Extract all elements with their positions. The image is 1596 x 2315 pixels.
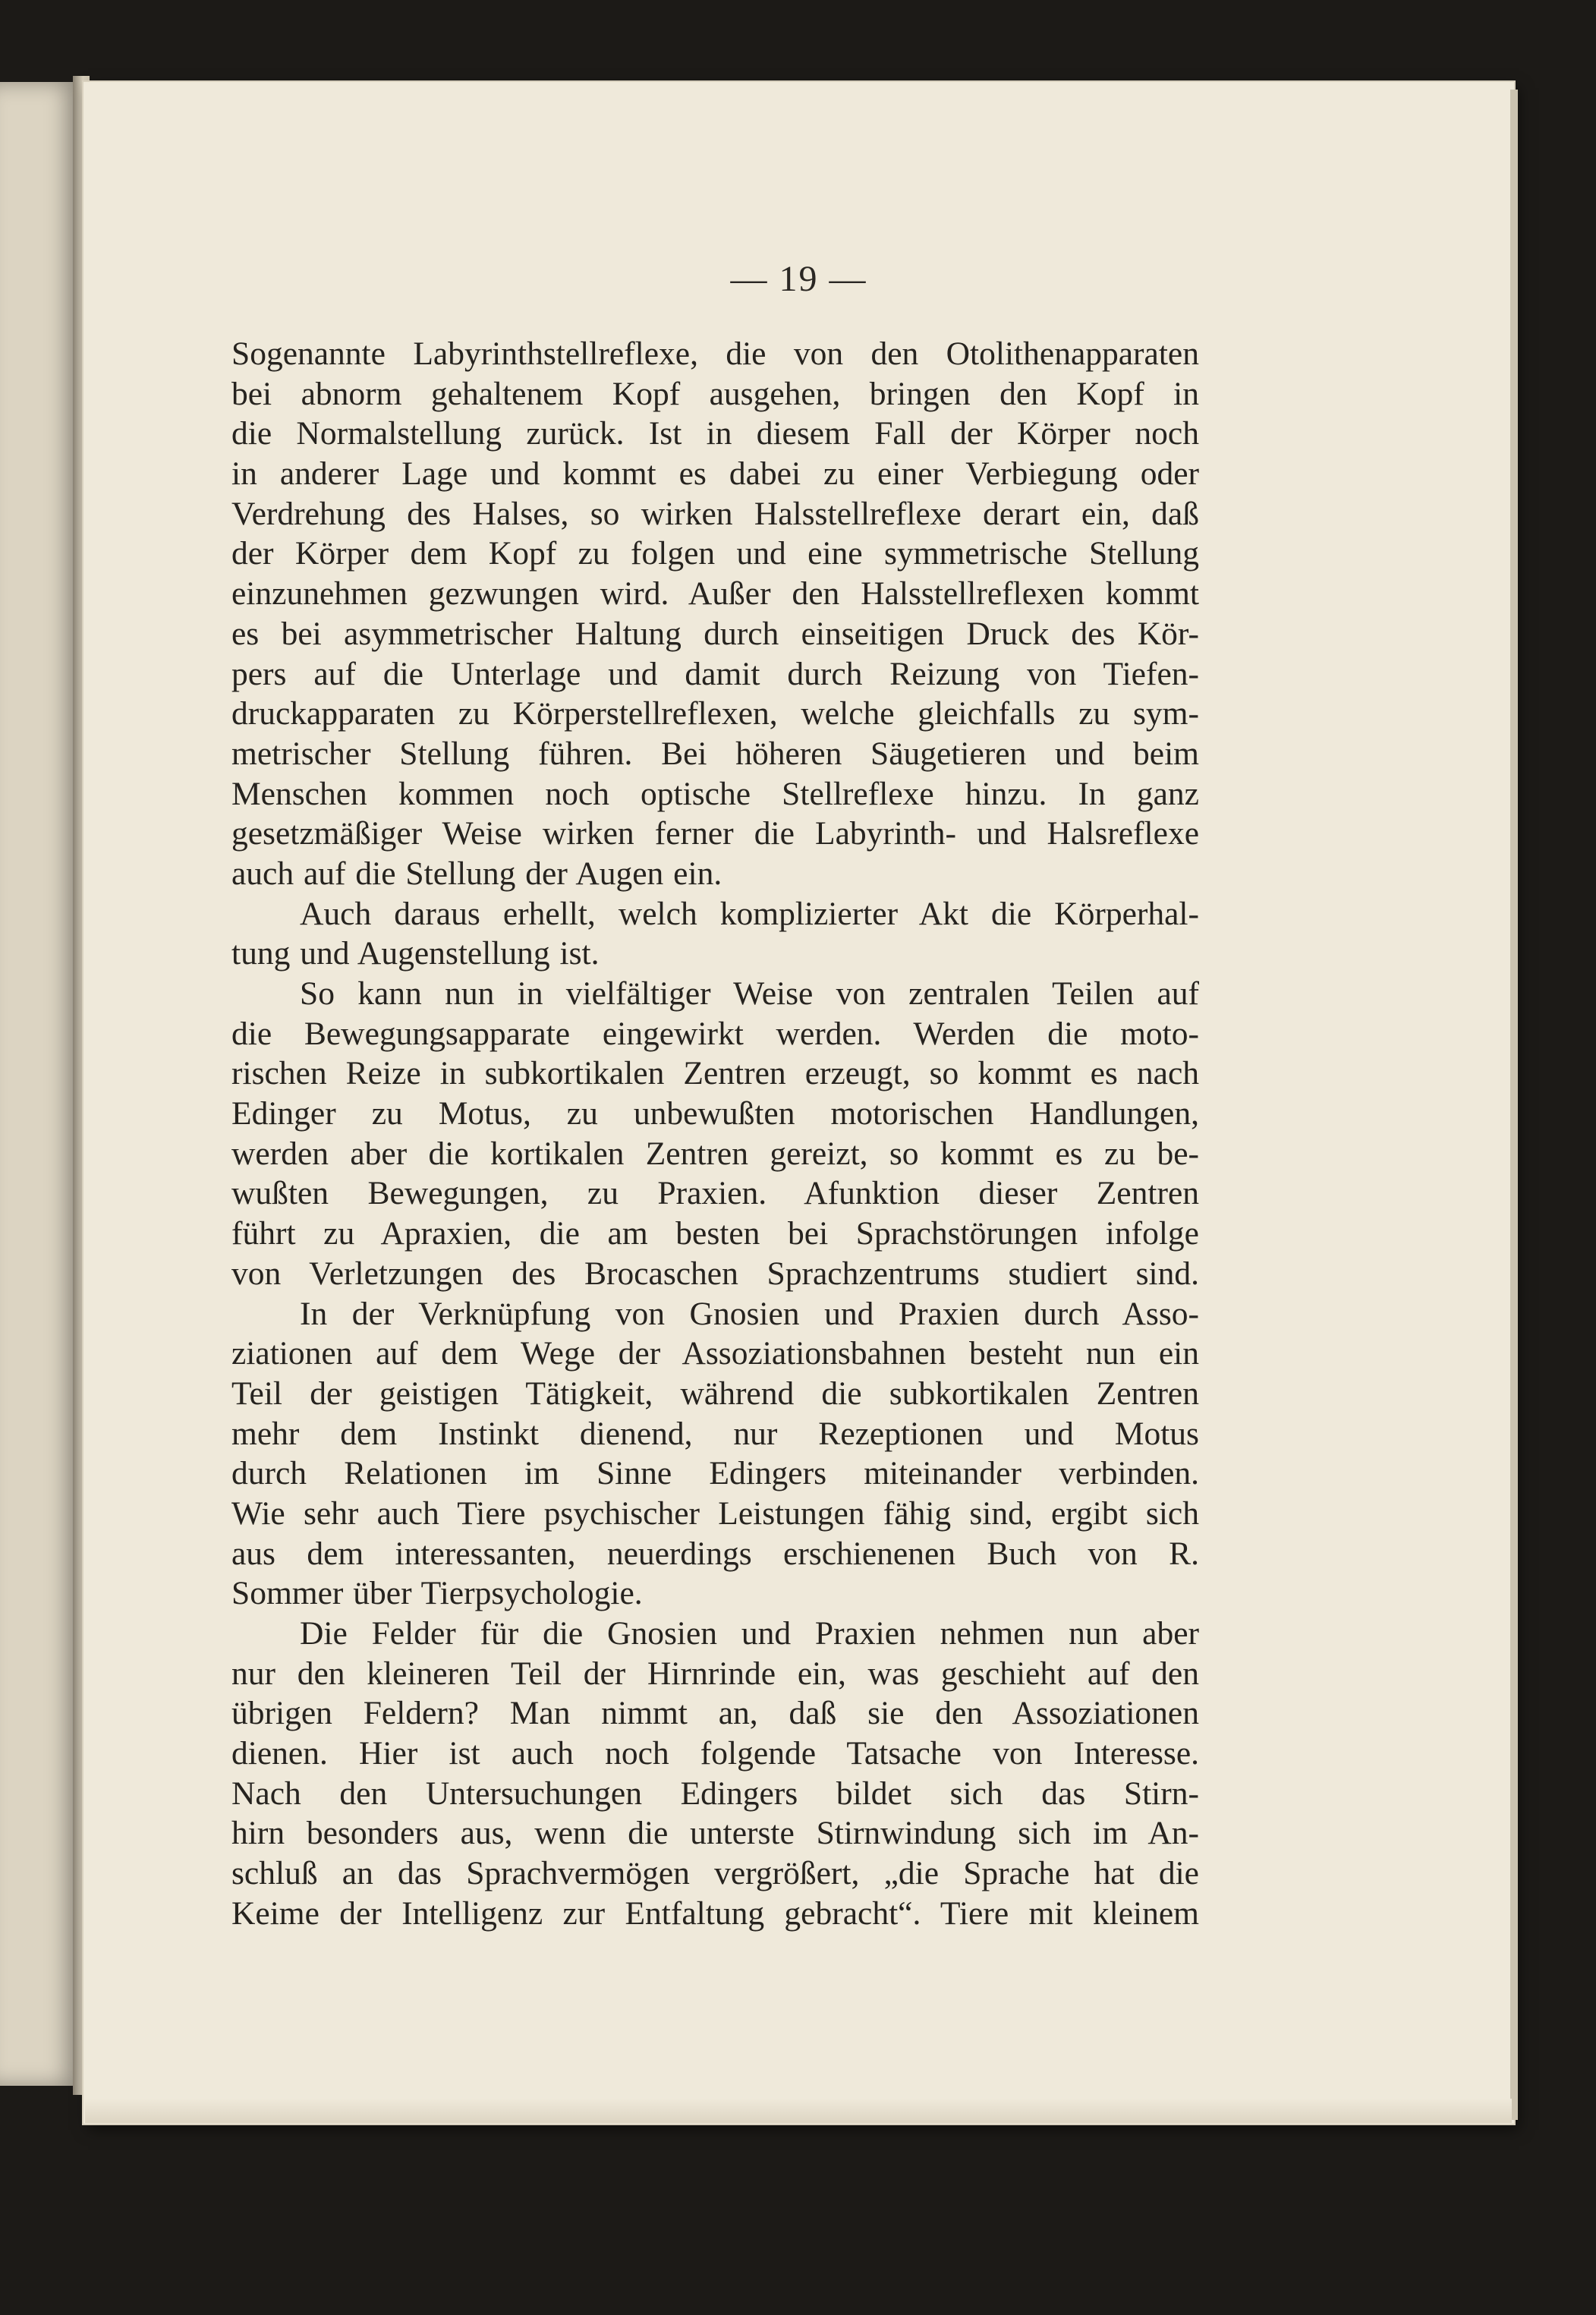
facing-page: [0, 82, 82, 2086]
text-line: druckapparaten zu Körperstellreflexen, welche gleichfalls zu sym-: [231, 695, 1199, 732]
text-line: Verdrehung des Halses, so wirken Halsstellreflexe derart ein, daß: [231, 495, 1199, 532]
text-line: In der Verknüpfung von Gnosien und Praxien durch Asso-: [300, 1295, 1199, 1332]
text-line: von Verletzungen des Brocaschen Sprachzentrums studiert sind.: [231, 1255, 1199, 1292]
text-line: werden aber die kortikalen Zentren gereizt, so kommt es zu be-: [231, 1135, 1199, 1172]
text-line: die Bewegungsapparate eingewirkt werden. Werden die moto-: [231, 1015, 1199, 1052]
page-bottom-edge: [85, 2099, 1512, 2123]
text-line: So kann nun in vielfältiger Weise von zentralen Teilen auf: [300, 975, 1199, 1012]
text-line: Die Felder für die Gnosien und Praxien nehmen nun aber: [300, 1615, 1199, 1652]
text-line: bei abnorm gehaltenem Kopf ausgehen, bringen den Kopf in: [231, 375, 1199, 412]
text-line: pers auf die Unterlage und damit durch Reizung von Tiefen-: [231, 655, 1199, 692]
body-text: [231, 334, 1199, 1934]
text-line: Wie sehr auch Tiere psychischer Leistungen fähig sind, ergibt sich: [231, 1495, 1199, 1532]
text-line: ziationen auf dem Wege der Assoziationsbahnen besteht nun ein: [231, 1335, 1199, 1372]
text-line: tung und Augenstellung ist.: [231, 935, 600, 972]
text-line: rischen Reize in subkortikalen Zentren erzeugt, so kommt es nach: [231, 1055, 1199, 1092]
text-line: einzunehmen gezwungen wird. Außer den Halsstellreflexen kommt: [231, 575, 1199, 613]
text-line: schluß an das Sprachvermögen vergrößert, „die Sprache hat die: [231, 1855, 1199, 1892]
text-line: gesetzmäßiger Weise wirken ferner die Labyrinth- und Halsreflexe: [231, 815, 1199, 852]
text-line: auch auf die Stellung der Augen ein.: [231, 855, 722, 892]
text-line: der Körper dem Kopf zu folgen und eine symmetrische Stellung: [231, 535, 1199, 572]
text-line: wußten Bewegungen, zu Praxien. Afunktion dieser Zentren: [231, 1175, 1199, 1212]
text-line: die Normalstellung zurück. Ist in diesem Fall der Körper noch: [231, 415, 1199, 452]
text-line: aus dem interessanten, neuerdings erschienenen Buch von R.: [231, 1535, 1199, 1572]
text-line: Auch daraus erhellt, welch komplizierter Akt die Körperhal-: [300, 895, 1199, 932]
text-line: übrigen Feldern? Man nimmt an, daß sie den Assoziationen: [231, 1695, 1199, 1732]
text-line: dienen. Hier ist auch noch folgende Tatsache von Interesse.: [231, 1735, 1199, 1772]
text-line: metrischer Stellung führen. Bei höheren Säugetieren und beim: [231, 735, 1199, 772]
text-line: Teil der geistigen Tätigkeit, während die subkortikalen Zentren: [231, 1375, 1199, 1412]
text-line: Keime der Intelligenz zur Entfaltung gebracht“. Tiere mit kleinem: [231, 1895, 1199, 1932]
page-number: — 19 —: [730, 259, 867, 299]
text-line: nur den kleineren Teil der Hirnrinde ein, was geschieht auf den: [231, 1655, 1199, 1692]
text-line: Sogenannte Labyrinthstellreflexe, die von den Otolithenapparaten: [231, 335, 1199, 372]
text-line: Nach den Untersuchungen Edingers bildet sich das Stirn-: [231, 1775, 1199, 1812]
page-edge: [1510, 90, 1518, 2120]
text-line: hirn besonders aus, wenn die unterste Stirnwindung sich im An-: [231, 1815, 1199, 1852]
text-line: durch Relationen im Sinne Edingers miteinander verbinden.: [231, 1455, 1199, 1492]
text-line: in anderer Lage und kommt es dabei zu einer Verbiegung oder: [231, 455, 1199, 493]
text-line: mehr dem Instinkt dienend, nur Rezeptionen und Motus: [231, 1415, 1199, 1452]
text-line: Menschen kommen noch optische Stellreflexe hinzu. In ganz: [231, 775, 1199, 812]
text-line: es bei asymmetrischer Haltung durch einseitigen Druck des Kör-: [231, 615, 1199, 652]
text-line: Edinger zu Motus, zu unbewußten motorischen Handlungen,: [231, 1095, 1199, 1132]
text-line: führt zu Apraxien, die am besten bei Sprachstörungen infolge: [231, 1215, 1199, 1252]
text-line: Sommer über Tierpsychologie.: [231, 1575, 643, 1612]
